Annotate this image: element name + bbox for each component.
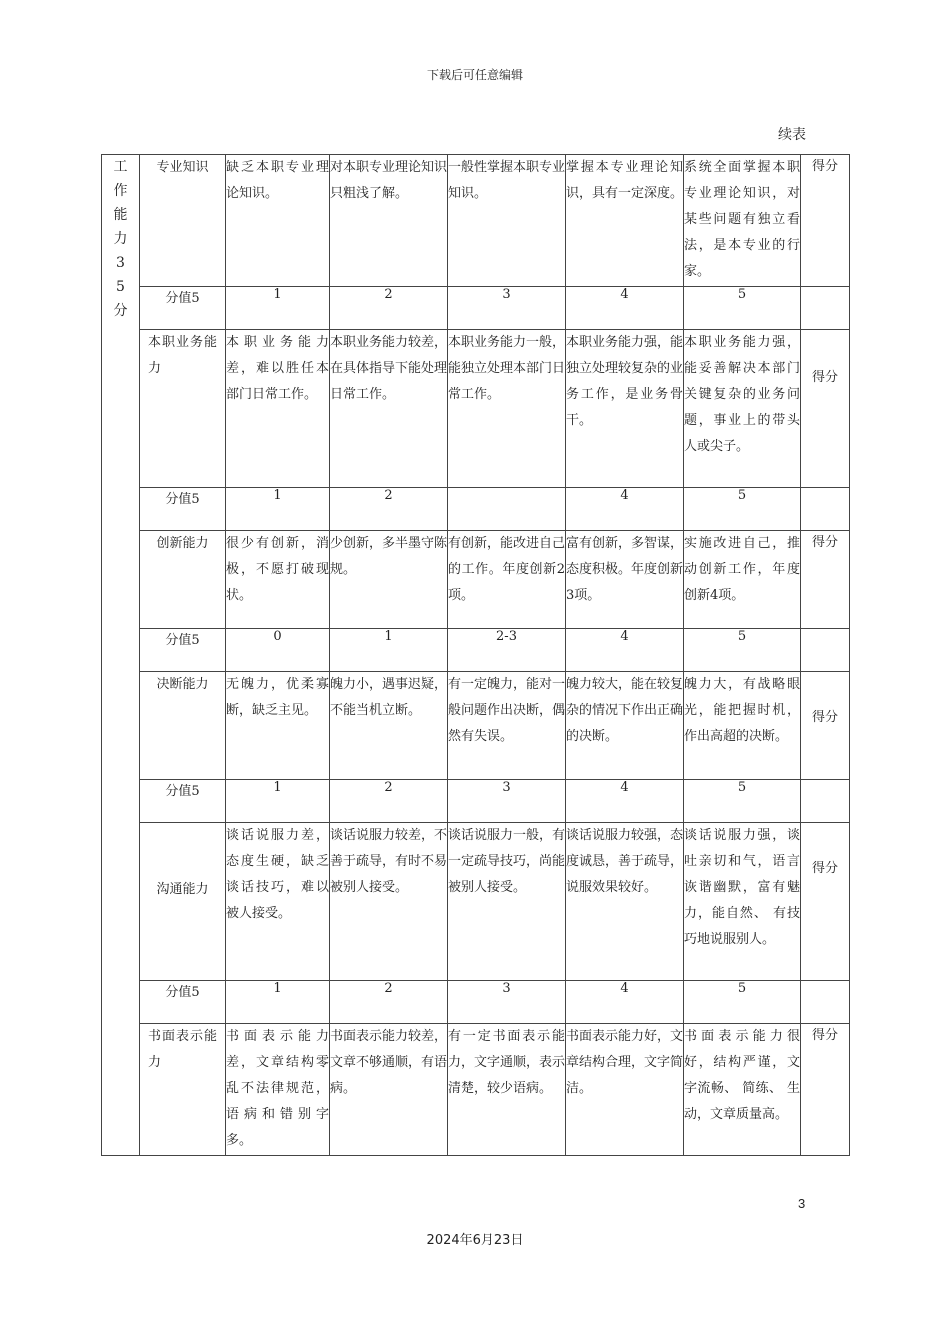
score-value-label: 分值5 bbox=[140, 488, 226, 531]
table-row bbox=[102, 531, 850, 629]
level-3-desc: 谈话说服力一般，有一定疏导技巧，尚能被别人接受。 bbox=[448, 823, 566, 981]
score-value bbox=[448, 488, 566, 531]
level-4-desc: 魄力较大，能在较复杂的情况下作出正确的决断。 bbox=[566, 672, 684, 780]
level-2-desc: 本职业务能力较差，在具体指导下能处理日常工作。 bbox=[330, 330, 448, 488]
score-cell: 得分 bbox=[801, 155, 850, 287]
level-1-desc: 缺乏本职专业理论知识。 bbox=[226, 155, 330, 287]
item-name: 创新能力 bbox=[140, 531, 226, 629]
score-cell: 得分 bbox=[801, 672, 850, 780]
level-2-desc: 少创新，多半墨守陈规。 bbox=[330, 531, 448, 629]
score-value: 1 bbox=[226, 981, 330, 1024]
score-value: 0 bbox=[226, 629, 330, 672]
table-row bbox=[102, 823, 850, 981]
level-1-desc: 本职业务能力差，难以胜任本部门日常工作。 bbox=[226, 330, 330, 488]
level-3-desc: 一般性掌握本职专业知识。 bbox=[448, 155, 566, 287]
empty-cell bbox=[801, 287, 850, 330]
table-row bbox=[102, 780, 850, 823]
level-5-desc: 实施改进自己，推动创新工作，年度创新4项。 bbox=[684, 531, 801, 629]
item-name: 沟通能力 bbox=[140, 823, 226, 981]
empty-cell bbox=[801, 780, 850, 823]
score-value: 2 bbox=[330, 780, 448, 823]
level-2-desc: 谈话说服力较差，不善于疏导，有时不易被别人接受。 bbox=[330, 823, 448, 981]
level-1-desc: 书面表示能力差，文章结构零乱不法律规范，语病和错别字多。 bbox=[226, 1024, 330, 1156]
category-label: 工作能力35分 bbox=[113, 159, 128, 319]
level-4-desc: 本职业务能力强，能独立处理较复杂的业务工作，是业务骨干。 bbox=[566, 330, 684, 488]
score-value: 2 bbox=[330, 488, 448, 531]
score-value: 3 bbox=[448, 981, 566, 1024]
table-row bbox=[102, 488, 850, 531]
level-4-desc: 书面表示能力好，文章结构合理，文字简洁。 bbox=[566, 1024, 684, 1156]
empty-cell bbox=[801, 629, 850, 672]
level-5-desc: 系统全面掌握本职专业理论知识，对某些问题有独立看法，是本专业的行家。 bbox=[684, 155, 801, 287]
page-number: 3 bbox=[798, 1196, 806, 1211]
score-value: 4 bbox=[566, 488, 684, 531]
level-4-desc: 谈话说服力较强，态度诚恳，善于疏导，说服效果较好。 bbox=[566, 823, 684, 981]
level-1-desc: 很少有创新，消极，不愿打破现状。 bbox=[226, 531, 330, 629]
level-3-desc: 有一定魄力，能对一般问题作出决断，偶然有失误。 bbox=[448, 672, 566, 780]
score-value: 5 bbox=[684, 981, 801, 1024]
item-name: 专业知识 bbox=[140, 155, 226, 287]
level-1-desc: 谈话说服力差，态度生硬，缺乏谈话技巧，难以被人接受。 bbox=[226, 823, 330, 981]
score-value: 3 bbox=[448, 287, 566, 330]
level-2-desc: 书面表示能力较差，文章不够通顺，有语病。 bbox=[330, 1024, 448, 1156]
level-5-desc: 谈话说服力强，谈吐亲切和气，语言诙谐幽默，富有魅力，能自然、 有技巧地说服别人。 bbox=[684, 823, 801, 981]
score-value: 4 bbox=[566, 780, 684, 823]
level-3-desc: 有创新，能改进自己的工作。年度创新2项。 bbox=[448, 531, 566, 629]
level-2-desc: 对本职专业理论知识只粗浅了解。 bbox=[330, 155, 448, 287]
table-row bbox=[102, 672, 850, 780]
item-name: 决断能力 bbox=[140, 672, 226, 780]
score-value-label: 分值5 bbox=[140, 287, 226, 330]
item-name: 本职业务能力 bbox=[140, 330, 226, 488]
level-4-desc: 富有创新，多智谋，态度积极。年度创新3项。 bbox=[566, 531, 684, 629]
score-value: 5 bbox=[684, 629, 801, 672]
score-value: 4 bbox=[566, 287, 684, 330]
level-5-desc: 本职业务能力强，能妥善解决本部门关键复杂的业务问题，事业上的带头人或尖子。 bbox=[684, 330, 801, 488]
score-value: 5 bbox=[684, 780, 801, 823]
score-value-label: 分值5 bbox=[140, 780, 226, 823]
table-row bbox=[102, 1024, 850, 1156]
score-cell: 得分 bbox=[801, 823, 850, 981]
score-value: 1 bbox=[226, 488, 330, 531]
score-value: 2-3 bbox=[448, 629, 566, 672]
score-value: 5 bbox=[684, 287, 801, 330]
level-1-desc: 无魄力，优柔寡断，缺乏主见。 bbox=[226, 672, 330, 780]
table-row bbox=[102, 287, 850, 330]
score-value: 4 bbox=[566, 629, 684, 672]
evaluation-table bbox=[101, 154, 850, 1156]
table-row bbox=[102, 629, 850, 672]
continuation-label: 续表 bbox=[778, 127, 806, 143]
score-value: 3 bbox=[448, 780, 566, 823]
score-cell: 得分 bbox=[801, 1024, 850, 1156]
table-row bbox=[102, 155, 850, 287]
empty-cell bbox=[801, 981, 850, 1024]
level-4-desc: 掌握本专业理论知识，具有一定深度。 bbox=[566, 155, 684, 287]
level-5-desc: 魄力大，有战略眼光，能把握时机，作出高超的决断。 bbox=[684, 672, 801, 780]
level-3-desc: 有一定书面表示能力，文字通顺，表示清楚，较少语病。 bbox=[448, 1024, 566, 1156]
score-value: 5 bbox=[684, 488, 801, 531]
score-value-label: 分值5 bbox=[140, 629, 226, 672]
header-note: 下载后可任意编辑 bbox=[426, 68, 523, 82]
category-cell bbox=[102, 155, 140, 1156]
level-5-desc: 书面表示能力很好，结构严谨，文字流畅、 简练、 生动，文章质量高。 bbox=[684, 1024, 801, 1156]
score-cell: 得分 bbox=[801, 330, 850, 488]
footer-date: 2024年6月23日 bbox=[426, 1233, 524, 1248]
score-value: 1 bbox=[226, 287, 330, 330]
table-row bbox=[102, 981, 850, 1024]
score-value: 1 bbox=[226, 780, 330, 823]
score-value: 2 bbox=[330, 287, 448, 330]
item-name: 书面表示能力 bbox=[140, 1024, 226, 1156]
score-value: 1 bbox=[330, 629, 448, 672]
score-cell: 得分 bbox=[801, 531, 850, 629]
score-value: 4 bbox=[566, 981, 684, 1024]
level-3-desc: 本职业务能力一般，能独立处理本部门日常工作。 bbox=[448, 330, 566, 488]
empty-cell bbox=[801, 488, 850, 531]
level-2-desc: 魄力小，遇事迟疑，不能当机立断。 bbox=[330, 672, 448, 780]
table-row bbox=[102, 330, 850, 488]
score-value: 2 bbox=[330, 981, 448, 1024]
score-value-label: 分值5 bbox=[140, 981, 226, 1024]
